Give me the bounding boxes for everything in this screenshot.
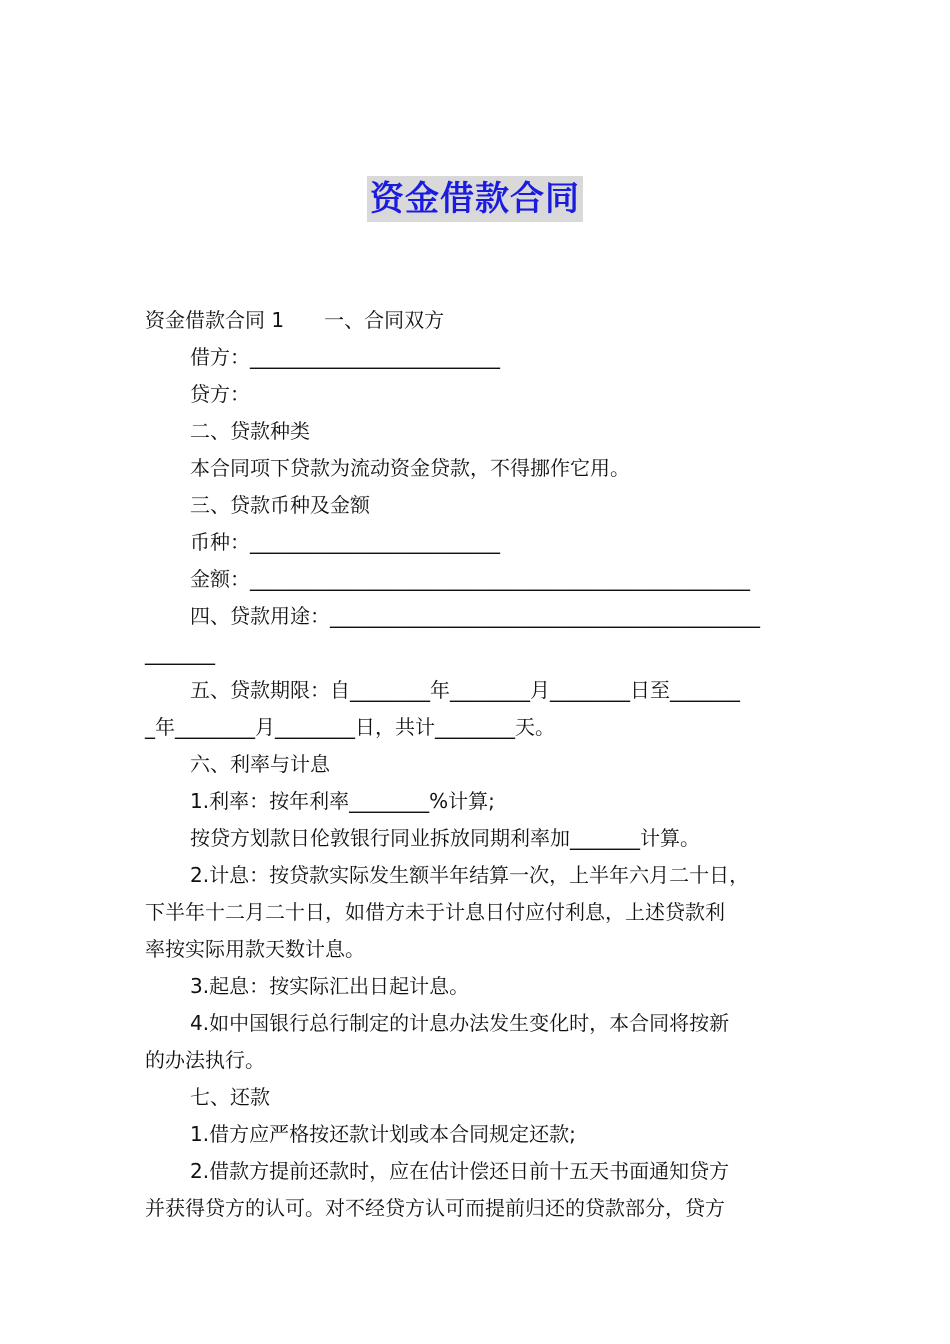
- paragraph-method-change: 4.如中国银行总行制定的计息办法发生变化时，本合同将按新: [190, 1011, 730, 1035]
- document-body: [145, 302, 813, 1227]
- paragraph-method-change-cont: 的办法执行。: [145, 1048, 265, 1072]
- section-loan-type: 二、贷款种类: [190, 419, 310, 443]
- paragraph-interest-calc-cont2: 率按实际用款天数计息。: [145, 937, 365, 961]
- document-title: 资金借款合同: [367, 176, 583, 222]
- paragraph-repayment-1: 1.借方应严格按还款计划或本合同规定还款;: [190, 1122, 576, 1146]
- paragraph-libor: 按贷方划款日伦敦银行同业拆放同期利率加_______计算。: [190, 826, 700, 850]
- section-repayment: 七、还款: [190, 1085, 270, 1109]
- paragraph-amount: 金额：__________________________________________________: [190, 567, 750, 591]
- section-interest: 六、利率与计息: [190, 752, 330, 776]
- paragraph-currency: 币种：_________________________: [190, 530, 500, 554]
- paragraph-loan-purpose-cont: _______: [145, 641, 215, 665]
- paragraph-loan-term-cont: _年________月________日，共计________天。: [145, 715, 555, 739]
- paragraph-loan-type-text: 本合同项下贷款为流动资金贷款，不得挪作它用。: [190, 456, 630, 480]
- paragraph-interest-calc-cont1: 下半年十二月二十日，如借方未于计息日付应付利息，上述贷款利: [145, 900, 725, 924]
- title-container: [0, 176, 950, 222]
- paragraph-interest-rate: 1.利率：按年利率________%计算;: [190, 789, 495, 813]
- section-loan-purpose: 四、贷款用途：___________________________________________: [190, 604, 760, 628]
- section-currency-amount: 三、贷款币种及金额: [190, 493, 370, 517]
- paragraph-contract-heading: 资金借款合同 1 一、合同双方: [145, 308, 445, 332]
- paragraph-lender: 贷方：: [190, 382, 250, 406]
- paragraph-repayment-2-cont: 并获得贷方的认可。对不经贷方认可而提前归还的贷款部分，贷方: [145, 1196, 725, 1220]
- paragraph-repayment-2: 2.借款方提前还款时，应在估计偿还日前十五天书面通知贷方: [190, 1159, 730, 1183]
- paragraph-borrower: 借方：_________________________: [190, 345, 500, 369]
- section-loan-term: 五、贷款期限：自________年________月________日至_______: [190, 678, 740, 702]
- paragraph-interest-calc: 2.计息：按贷款实际发生额半年结算一次，上半年六月二十日，: [190, 863, 750, 887]
- paragraph-interest-start: 3.起息：按实际汇出日起计息。: [190, 974, 470, 998]
